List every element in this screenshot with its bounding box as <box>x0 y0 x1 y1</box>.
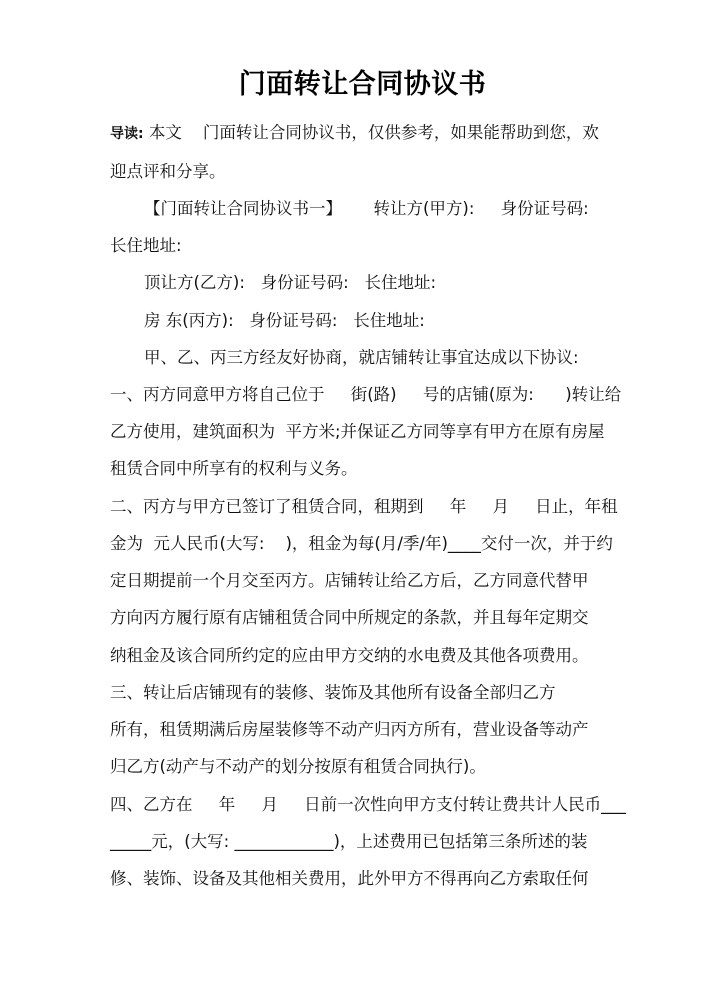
paragraph-line: _____元，(大写: ____________)，上述费用已包括第三条所述的装 <box>110 832 588 851</box>
paragraph-line: 金为 元人民币(大写: )，租金为每(月/季/年)____交付一次，并于约 <box>110 534 613 553</box>
paragraph-line: 三、转让后店铺现有的装修、装饰及其他所有设备全部归乙方 <box>110 683 556 702</box>
paragraph-line: 甲、乙、丙三方经友好协商，就店铺转让事宜达成以下协议: <box>144 348 579 367</box>
paragraph-line: 一、丙方同意甲方将自己位于 街(路) 号的店铺(原为: )转让给 <box>110 385 622 404</box>
paragraph-line: 长住地址: <box>110 236 182 255</box>
document-title: 门面转让合同协议书 <box>238 69 487 100</box>
paragraph-line: 【门面转让合同协议书一】 转让方(甲方): 身份证号码: <box>144 199 589 218</box>
paragraph-line: 房 东(丙方): 身份证号码: 长住地址: <box>144 311 425 330</box>
paragraph-line: 修、装饰、设备及其他相关费用，此外甲方不得再向乙方索取任何 <box>110 869 589 888</box>
paragraph-line: 二、丙方与甲方已签订了租赁合同，租期到 年 月 日止，年租 <box>110 497 618 516</box>
paragraph-line: 所有，租赁期满后房屋装修等不动产归丙方所有，营业设备等动产 <box>110 720 589 739</box>
paragraph-line: 乙方使用，建筑面积为 平方米;并保证乙方同等享有甲方在原有房屋 <box>110 422 605 441</box>
intro-text: 本文 门面转让合同协议书，仅供参考，如果能帮助到您，欢 <box>143 123 599 142</box>
paragraph-line: 归乙方(动产与不动产的划分按原有租赁合同执行)。 <box>110 757 486 776</box>
paragraph-line: 租赁合同中所享有的权利与义务。 <box>110 459 358 478</box>
intro-line <box>110 122 599 145</box>
paragraph-line: 方向丙方履行原有店铺租赁合同中所规定的条款，并且每年定期交 <box>110 608 589 627</box>
intro-label: 导读: <box>110 126 144 142</box>
paragraph-line: 顶让方(乙方): 身份证号码: 长住地址: <box>144 273 437 292</box>
paragraph-line: 定日期提前一个月交至丙方。店铺转让给乙方后，乙方同意代替甲 <box>110 571 589 590</box>
paragraph-line: 纳租金及该合同所约定的应由甲方交纳的水电费及其他各项费用。 <box>110 646 589 665</box>
paragraph-line: 迎点评和分享。 <box>110 162 226 181</box>
paragraph-line: 四、乙方在 年 月 日前一次性向甲方支付转让费共计人民币___ <box>110 795 626 814</box>
